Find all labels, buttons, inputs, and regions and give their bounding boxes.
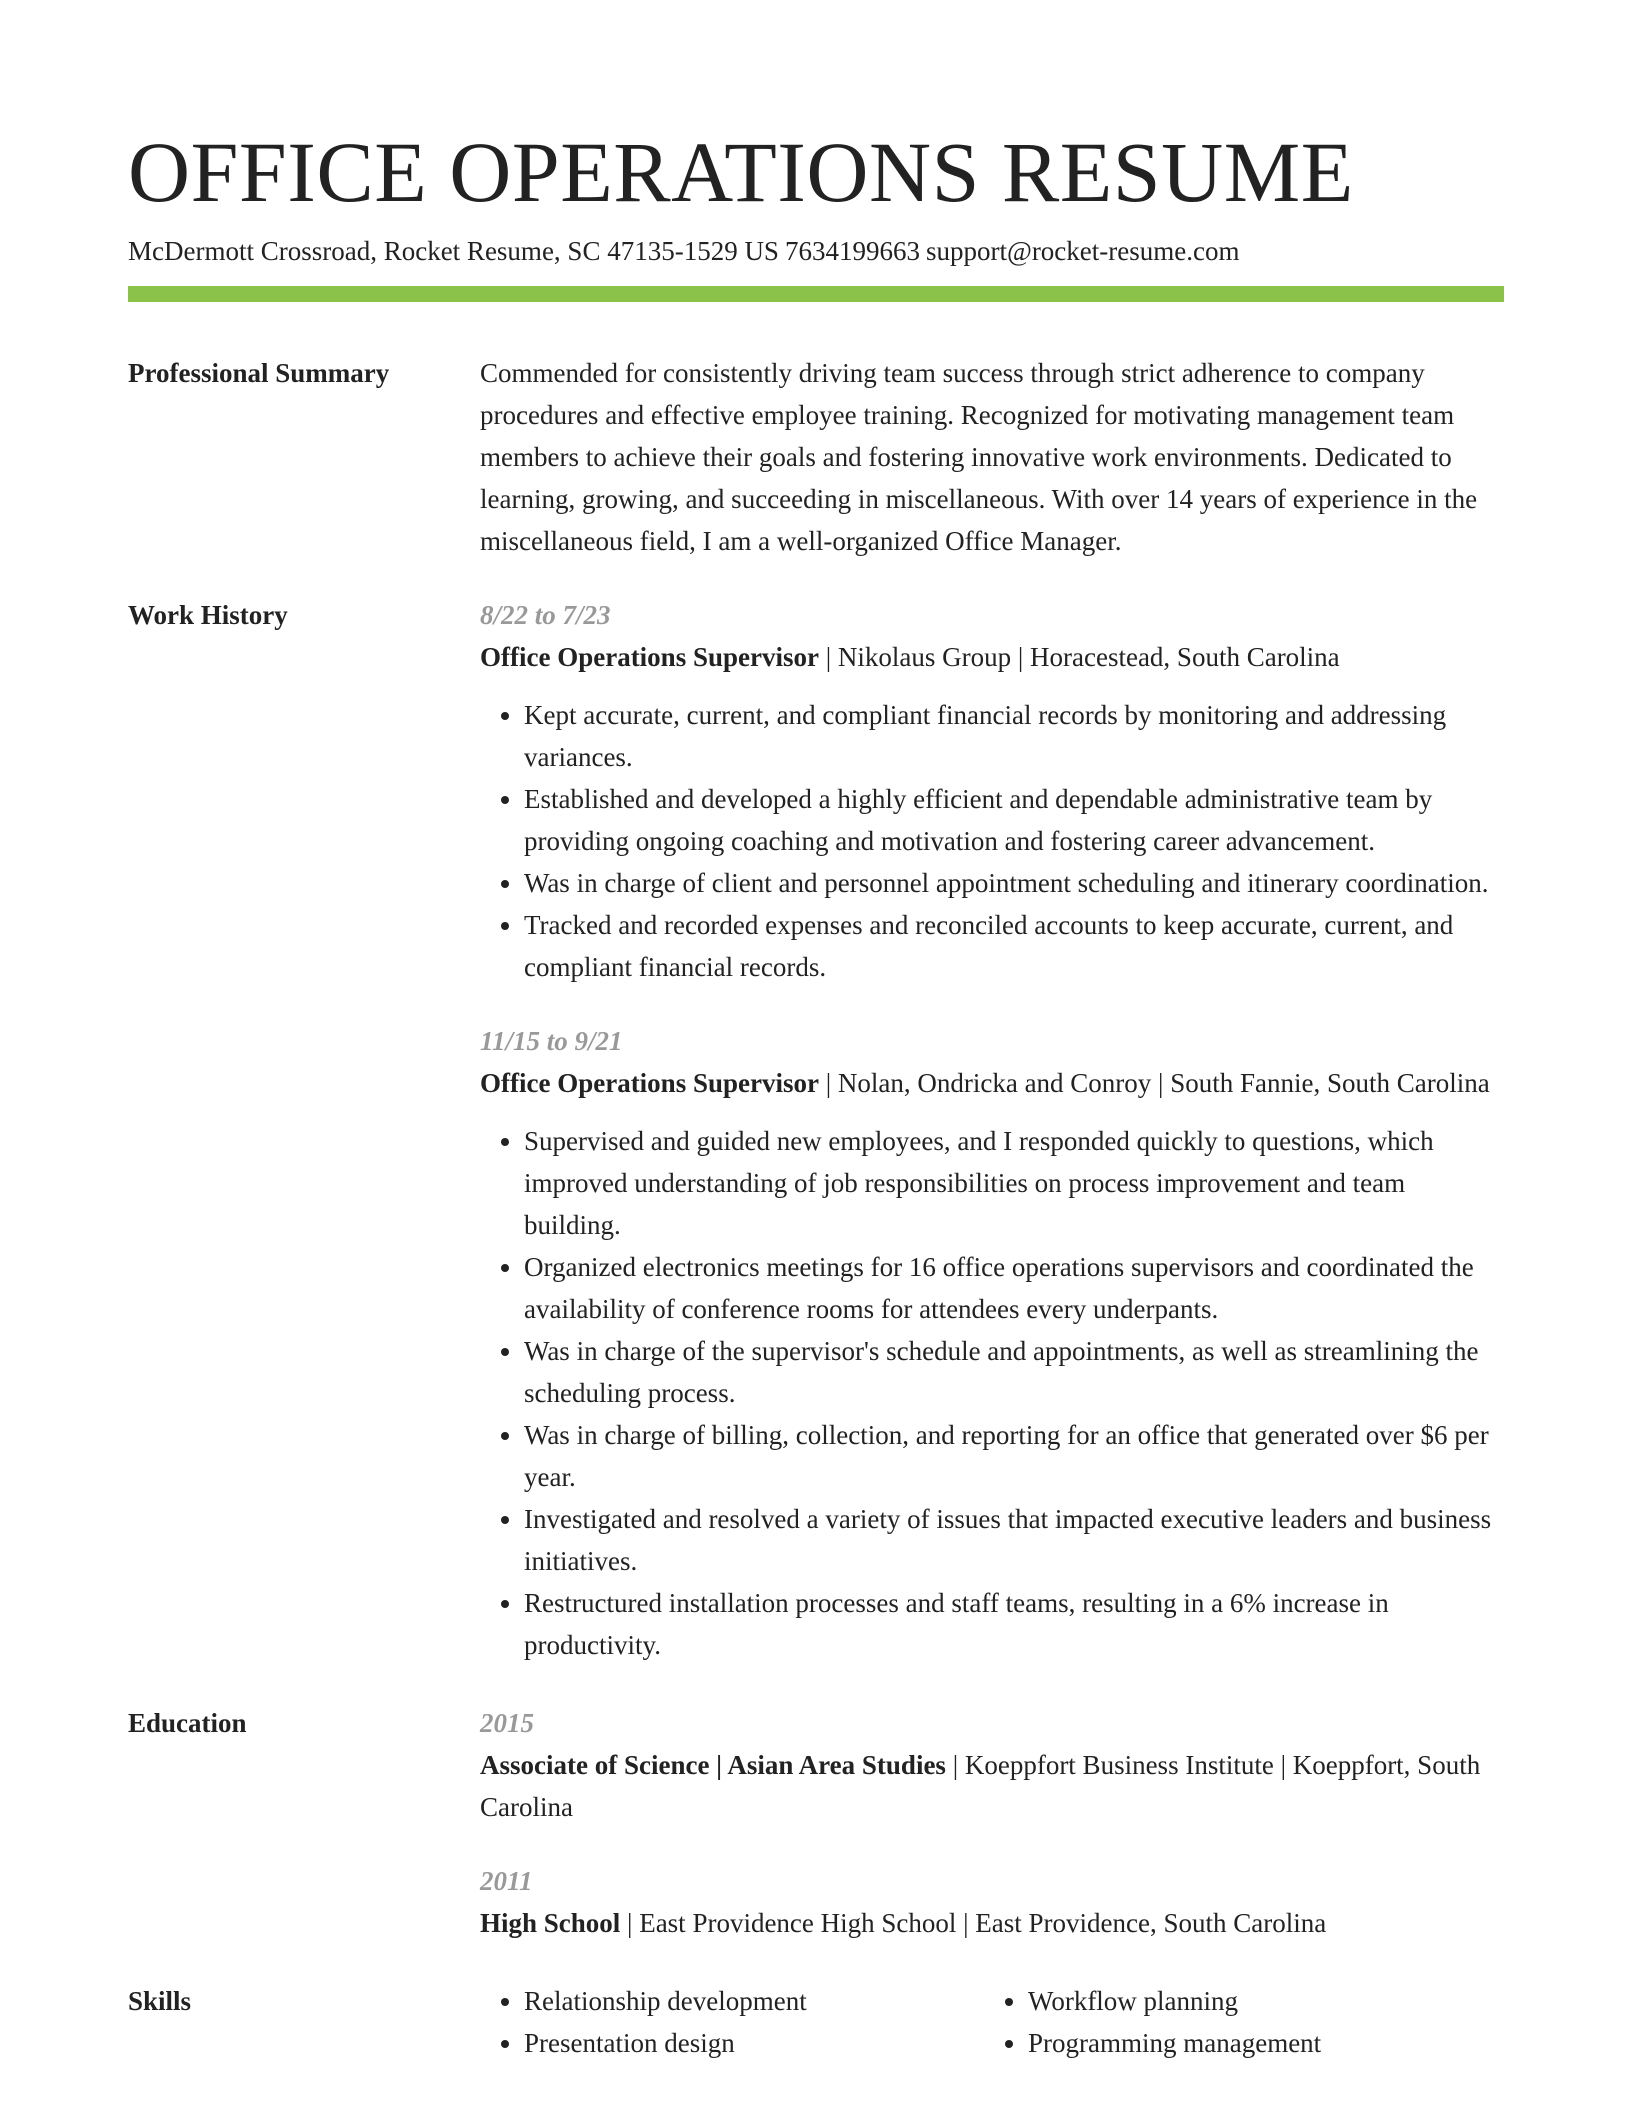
job-title-line [480,1062,1504,1104]
job-bullet: • Was in charge of billing, collection, and reporting for an office that generated over $6 per year. [524,1414,1504,1498]
job-employer: | Nikolaus Group | Horacestead, South Carolina [818,642,1340,672]
education-degree: Associate of Science | Asian Area Studies [480,1750,946,1780]
summary-heading: Professional Summary [128,358,390,388]
education-line [480,1902,1504,1944]
job-title-line [480,636,1504,678]
job-dates: 8/22 to 7/23 [480,600,611,630]
skill-item: • Presentation design [524,2022,984,2064]
job-bullet: • Restructured installation processes and staff teams, resulting in a 6% increase in productivity. [524,1582,1504,1666]
education-entry [480,1860,1504,1944]
summary-section [128,352,1504,562]
education-line [480,1744,1504,1828]
education-heading: Education [128,1708,247,1738]
work-history-heading: Work History [128,600,288,630]
job-dates: 11/15 to 9/21 [480,1026,623,1056]
education-section [128,1702,1504,1944]
education-list [480,1702,1504,1944]
skills-list-right [984,1980,1488,2064]
skill-item: • Programming management [1028,2022,1488,2064]
education-degree: High School [480,1908,621,1938]
job-bullet: • Was in charge of the supervisor's schedule and appointments, as well as streamlining the scheduling process. [524,1330,1504,1414]
skills-columns [480,1980,1504,2064]
job-title: Office Operations Supervisor [480,1068,819,1098]
skill-item: • Relationship development [524,1980,984,2022]
skill-item: • Workflow planning [1028,1980,1488,2022]
job-bullet: • Kept accurate, current, and compliant financial records by monitoring and addressing variances. [524,694,1504,778]
contact-line [128,234,1504,268]
header-divider [128,286,1504,302]
skills-section [128,1980,1504,2064]
education-year: 2015 [480,1708,534,1738]
work-history-section [128,594,1504,1666]
job-bullets [480,1120,1504,1666]
education-entry [480,1702,1504,1828]
job-bullet: • Organized electronics meetings for 16 office operations supervisors and coordinated the availability of conference rooms for attendees every underpants. [524,1246,1504,1330]
job-bullet: • Supervised and guided new employees, and I responded quickly to questions, which improved understanding of job responsibilities on process improvement and team building. [524,1120,1504,1246]
work-history-list [480,594,1504,1666]
contact-email: support@rocket-resume.com [925,236,1240,266]
job-employer: | Nolan, Ondricka and Conroy | South Fannie, South Carolina [818,1068,1490,1098]
education-year: 2011 [480,1866,533,1896]
job-entry [480,594,1504,988]
job-bullets [480,694,1504,988]
summary-text: Commended for consistently driving team success through strict adherence to company procedures and effective employee training. Recognized for motivating management team members to achieve their goals and fostering innovative work environments. Dedicated to learning, growing, and succeeding in miscellaneous. With over 14 years of experience in the miscellaneous field, I am a well-organized Office Manager. [480,358,1478,556]
skills-heading: Skills [128,1986,192,2016]
job-bullet: • Was in charge of client and personnel appointment scheduling and itinerary coordination. [524,862,1504,904]
job-bullet: • Established and developed a highly efficient and dependable administrative team by providing ongoing coaching and motivation and fostering career advancement. [524,778,1504,862]
job-bullet: • Tracked and recorded expenses and reconciled accounts to keep accurate, current, and compliant financial records. [524,904,1504,988]
resume-page [128,0,1504,2064]
job-bullet: • Investigated and resolved a variety of issues that impacted executive leaders and business initiatives. [524,1498,1504,1582]
contact-address: McDermott Crossroad, Rocket Resume, SC 47135-1529 US [128,236,779,266]
skills-list-left [480,1980,984,2064]
resume-title: OFFICE OPERATIONS RESUME [128,124,1354,220]
education-school: | Koeppfort Business Institute | Koeppfort, South Carolina [480,1750,1481,1822]
job-title: Office Operations Supervisor [480,642,819,672]
education-school: | East Providence High School | East Providence, South Carolina [620,1908,1327,1938]
job-entry [480,1020,1504,1666]
contact-phone: 7634199663 [784,236,920,266]
